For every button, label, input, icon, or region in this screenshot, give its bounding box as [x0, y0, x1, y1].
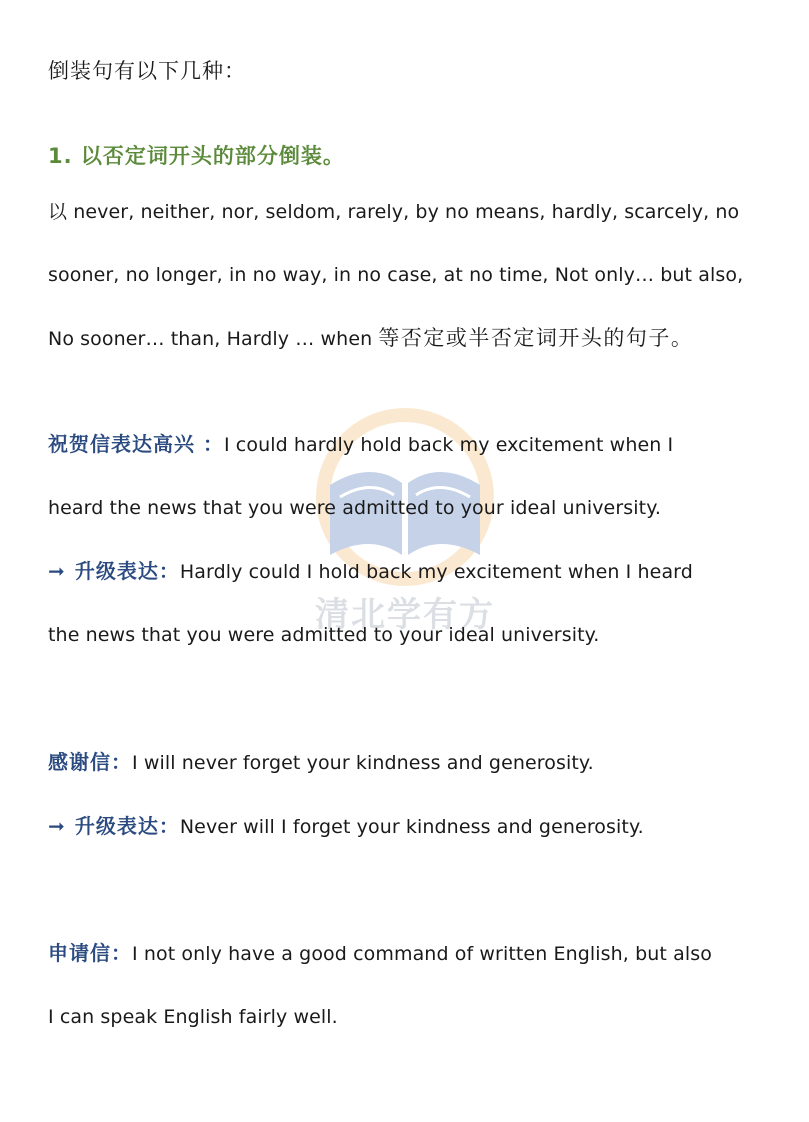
- congrats-line-2: heard the news that you were admitted to your ideal university.: [48, 497, 661, 519]
- thanks-upgrade-line-1: [48, 811, 644, 842]
- application-line-1: [48, 938, 712, 969]
- congrats-upgrade-line-1: [48, 556, 693, 587]
- section-body-line-1: 以 never, neither, nor, seldom, rarely, by no means, hardly, scarcely, no: [48, 201, 740, 223]
- congrats-upgrade-sentence-1: Hardly could I hold back my excitement when I heard: [179, 561, 693, 583]
- thanks-sentence-1: I will never forget your kindness and generosity.: [132, 752, 594, 774]
- thanks-line-1: [48, 747, 594, 778]
- thanks-upgrade-label: 升级表达：: [74, 814, 180, 838]
- application-sentence-1: I not only have a good command of written English, but also: [132, 943, 712, 965]
- congrats-upgrade-label: 升级表达：: [74, 559, 180, 583]
- arrow-right-icon: ➞: [48, 559, 65, 583]
- congrats-upgrade-line-2: the news that you were admitted to your ideal university.: [48, 624, 600, 646]
- application-line-2: I can speak English fairly well.: [48, 1006, 338, 1028]
- section-body-line-2: sooner, no longer, in no way, in no case, at no time, Not only… but also,: [48, 264, 744, 286]
- intro-text: 倒装句有以下几种：: [48, 59, 246, 83]
- section-body-line-3-cn: 等否定或半否定词开头的句子。: [378, 326, 694, 350]
- congrats-label: 祝贺信表达高兴 ：: [48, 432, 224, 456]
- section-body-line-3: [48, 323, 693, 354]
- application-label: 申请信：: [48, 941, 132, 965]
- section-heading: 1. 以否定词开头的部分倒装。: [48, 144, 345, 168]
- thanks-label: 感谢信：: [48, 750, 132, 774]
- thanks-upgrade-sentence-1: Never will I forget your kindness and generosity.: [179, 816, 644, 838]
- congrats-sentence-1: I could hardly hold back my excitement when I: [223, 434, 674, 456]
- congrats-line-1: [48, 429, 673, 460]
- section-body-line-3-en: No sooner… than, Hardly … when: [48, 328, 379, 350]
- watermark-text: 清北学有方: [315, 595, 495, 635]
- arrow-right-icon: ➞: [48, 814, 65, 838]
